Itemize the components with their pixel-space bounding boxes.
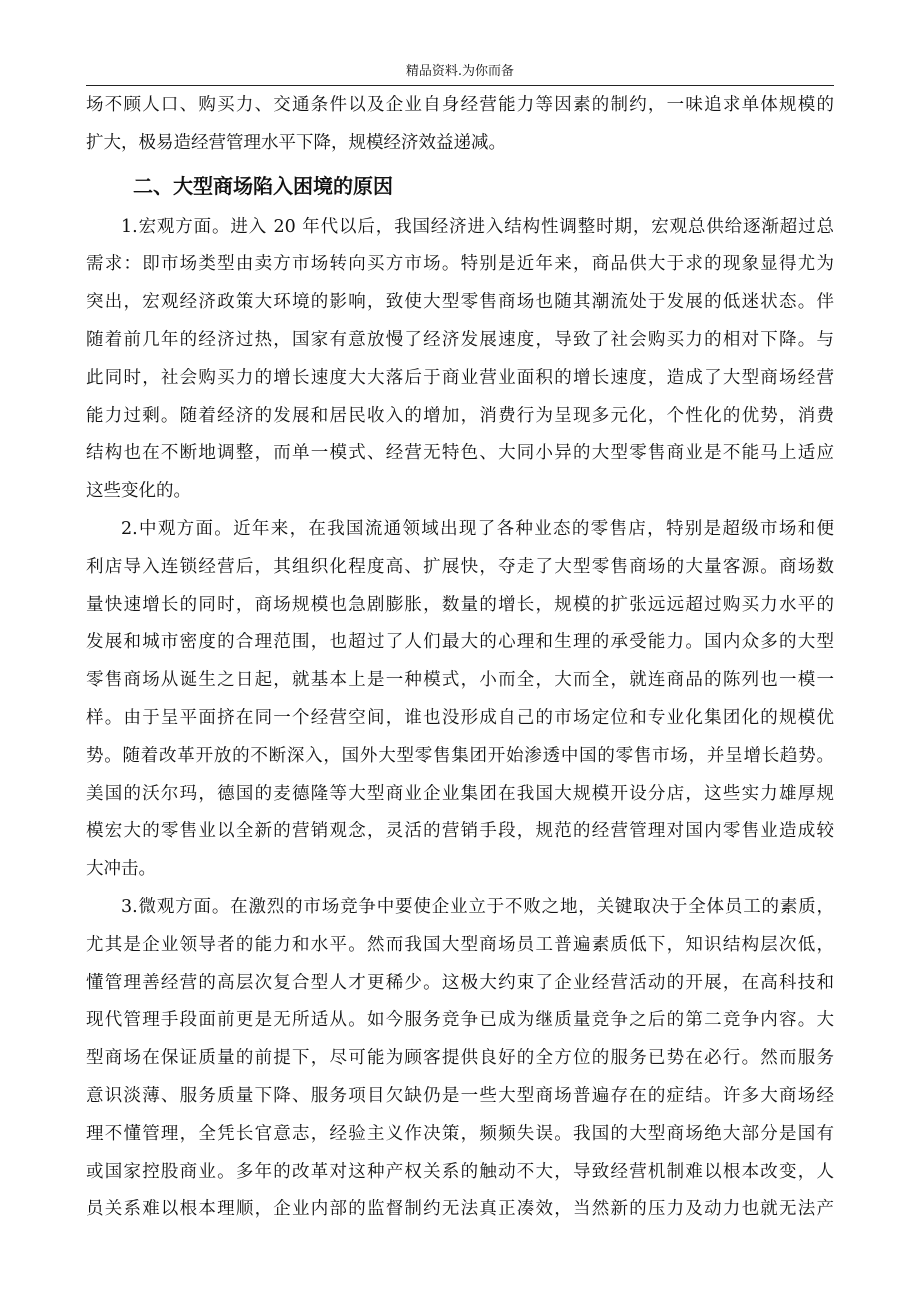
text-line: 模宏大的零售业以全新的营销观念，灵活的营销手段，规范的经营管理对国内零售业造成较 [86,821,834,842]
text-line: 这些变化的。 [86,481,191,502]
text-line: 突出，宏观经济政策大环境的影响，致使大型零售商场也随其潮流处于发展的低迷状态。伴 [86,292,834,313]
text-line: 或国家控股商业。多年的改革对这种产权关系的触动不大，导致经营机制难以根本改变，人 [86,1161,834,1182]
text-line: 2.中观方面。近年来，在我国流通领域出现了各种业态的零售店，特别是超级市场和便 [121,518,834,539]
document-body [86,87,834,1229]
page-header: 精品资料.为你而备 [405,64,515,79]
paragraph-meso [86,511,834,889]
text-line: 利店导入连锁经营后，其组织化程度高、扩展快，夺走了大型零售商场的大量客源。商场数 [86,556,834,577]
paragraph-micro [86,889,834,1229]
text-line: 零售商场从诞生之日起，就基本上是一种模式，小而全，大而全，就连商品的陈列也一模一 [86,670,834,691]
text-line: 扩大，极易造经营管理水平下降，规模经济效益递减。 [86,132,506,153]
text-line: 能力过剩。随着经济的发展和居民收入的增加，消费行为呈现多元化，个性化的优势，消费 [86,405,834,426]
text-line: 随着前几年的经济过热，国家有意放慢了经济发展速度，导致了社会购买力的相对下降。与 [86,329,834,350]
text-line: 尤其是企业领导者的能力和水平。然而我国大型商场员工普遍素质低下，知识结构层次低， [86,934,834,955]
header-divider [86,85,834,86]
text-line: 3.微观方面。在激烈的市场竞争中要使企业立于不败之地，关键取决于全体员工的素质， [121,896,834,917]
text-line: 美国的沃尔玛，德国的麦德隆等大型商业企业集团在我国大规模开设分店，这些实力雄厚规 [86,783,834,804]
text-line: 1.宏观方面。进入 20 年代以后，我国经济进入结构性调整时期，宏观总供给逐渐超过总 [121,216,834,237]
text-line: 员关系难以根本理顺，企业内部的监督制约无法真正凑效，当然新的压力及动力也就无法产 [86,1199,834,1220]
text-line: 型商场在保证质量的前提下，尽可能为顾客提供良好的全方位的服务已势在必行。然而服务 [86,1048,834,1069]
intro-paragraph [86,87,834,163]
text-line: 此同时，社会购买力的增长速度大大落后于商业营业面积的增长速度，造成了大型商场经营 [86,367,834,388]
text-line: 理不懂管理，全凭长官意志，经验主义作决策，频频失误。我国的大型商场绝大部分是国有 [86,1123,834,1144]
text-line: 需求：即市场类型由卖方市场转向买方市场。特别是近年来，商品供大于求的现象显得尤为 [86,254,834,275]
text-line: 样。由于呈平面挤在同一个经营空间，谁也没形成自己的市场定位和专业化集团化的规模优 [86,707,834,728]
section-heading: 二、大型商场陷入困境的原因 [133,173,393,198]
text-line: 发展和城市密度的合理范围，也超过了人们最大的心理和生理的承受能力。国内众多的大型 [86,632,834,653]
text-line: 势。随着改革开放的不断深入，国外大型零售集团开始渗透中国的零售市场，并呈增长趋势。 [86,745,834,766]
text-line: 量快速增长的同时，商场规模也急剧膨胀，数量的增长，规模的扩张远远超过购买力水平的 [86,594,834,615]
text-line: 大冲击。 [86,859,156,880]
text-line: 意识淡薄、服务质量下降、服务项目欠缺仍是一些大型商场普遍存在的症结。许多大商场经 [86,1085,834,1106]
text-line: 现代管理手段面前更是无所适从。如今服务竞争已成为继质量竞争之后的第二竞争内容。大 [86,1010,834,1031]
text-line: 懂管理善经营的高层次复合型人才更稀少。这极大约束了企业经营活动的开展，在高科技和 [86,972,834,993]
text-line: 结构也在不断地调整，而单一模式、经营无特色、大同小异的大型零售商业是不能马上适应 [86,443,834,464]
text-line: 场不顾人口、购买力、交通条件以及企业自身经营能力等因素的制约，一味追求单体规模的 [86,95,834,115]
paragraph-macro [86,209,834,511]
